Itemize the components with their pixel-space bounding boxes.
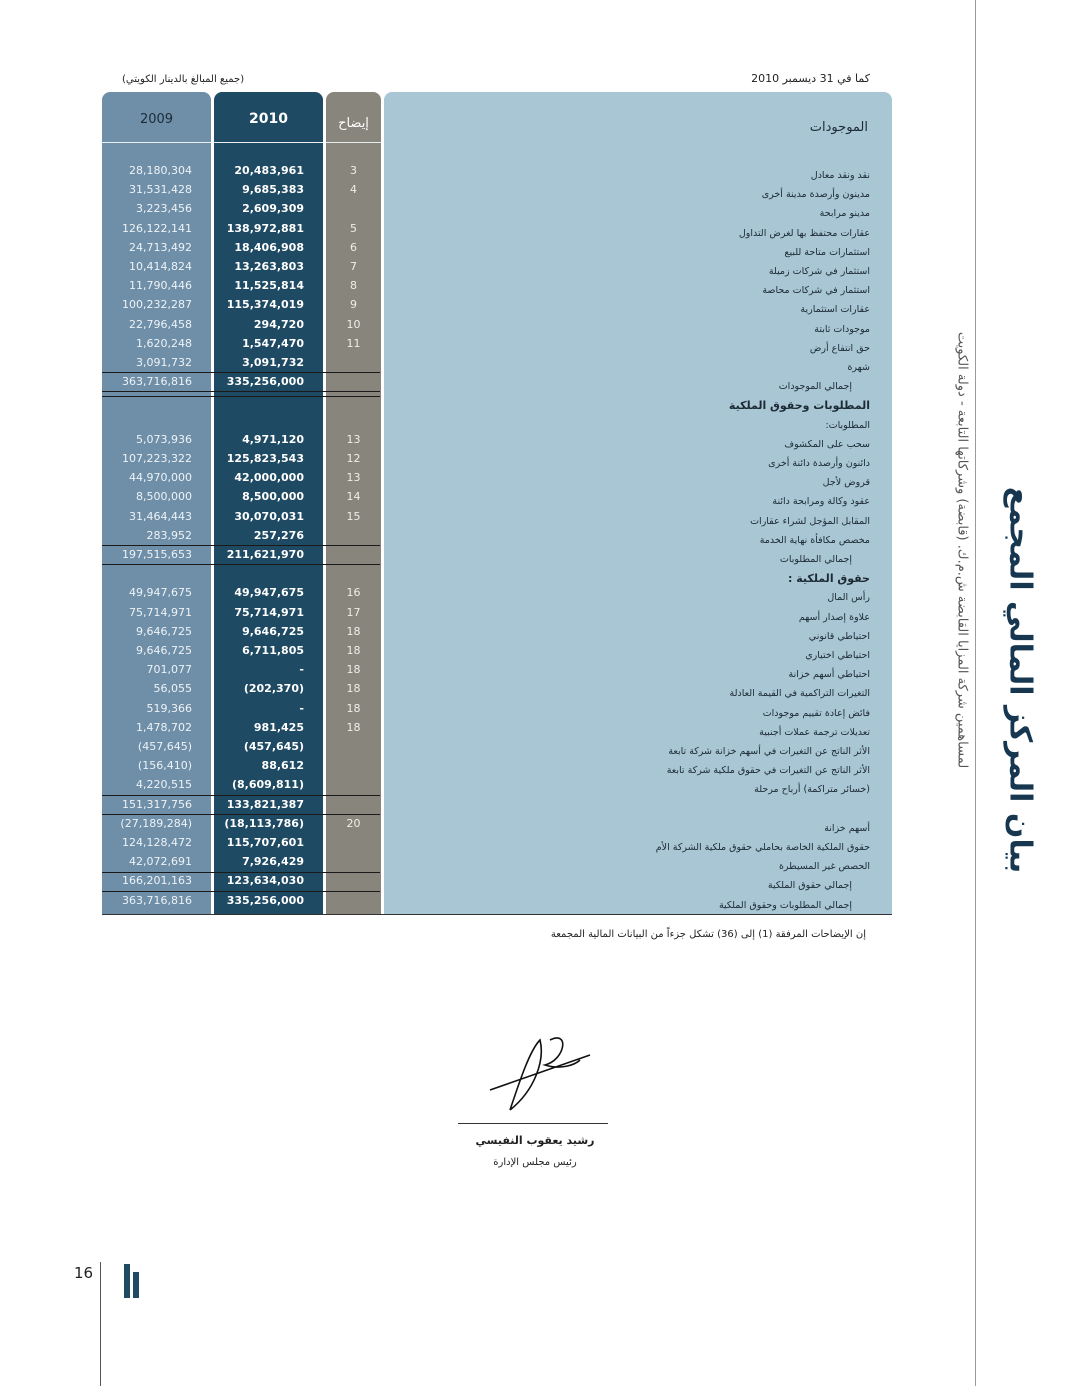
header-divider bbox=[326, 142, 381, 143]
note-ref: 16 bbox=[346, 586, 361, 599]
table-row bbox=[102, 718, 892, 737]
line-item-label: احتياطي أسهم خزانة bbox=[788, 669, 870, 680]
line-item-label: المطلوبات: bbox=[825, 420, 870, 431]
table-row bbox=[102, 699, 892, 718]
note-ref: 17 bbox=[346, 606, 361, 619]
note-ref: 9 bbox=[350, 298, 357, 311]
line-item-label: شهرة bbox=[847, 362, 870, 373]
note-ref: 18 bbox=[346, 625, 361, 638]
value-2009: 363,716,816 bbox=[122, 894, 192, 907]
note-ref: 18 bbox=[346, 682, 361, 695]
value-2009: 100,232,287 bbox=[122, 298, 192, 311]
header-divider bbox=[214, 142, 323, 143]
total-line bbox=[102, 564, 380, 565]
value-2010: 294,720 bbox=[253, 318, 304, 331]
value-2010: (202,370) bbox=[243, 682, 304, 695]
value-2009: 124,128,472 bbox=[122, 836, 192, 849]
value-2009: 75,714,971 bbox=[129, 606, 192, 619]
line-item-label: قروض لأجل bbox=[822, 477, 870, 488]
footnote: إن الإيضاحات المرفقة (1) إلى (36) تشكل جزءاً من البيانات المالية المجمعة bbox=[550, 929, 866, 940]
value-2009: 283,952 bbox=[146, 529, 192, 542]
right-margin-rule bbox=[975, 0, 976, 1386]
table-row bbox=[102, 526, 892, 545]
table-bottom-rule bbox=[102, 914, 892, 915]
table-row bbox=[102, 487, 892, 506]
line-item-label: سحب على المكشوف bbox=[784, 439, 870, 450]
value-2009: 701,077 bbox=[146, 663, 192, 676]
value-2009: 3,091,732 bbox=[136, 356, 192, 369]
value-2010: 981,425 bbox=[253, 721, 304, 734]
units-note: (جميع المبالغ بالدينار الكويتي) bbox=[122, 74, 245, 85]
value-2009: 5,073,936 bbox=[136, 433, 192, 446]
line-item-label: عقارات محتفظ بها لغرض التداول bbox=[738, 228, 870, 239]
header-assets: الموجودات bbox=[809, 120, 868, 135]
value-2010: (457,645) bbox=[243, 740, 304, 753]
table-row bbox=[102, 891, 892, 910]
signature-line bbox=[458, 1123, 608, 1124]
value-2009: 22,796,458 bbox=[129, 318, 192, 331]
value-2009: 11,790,446 bbox=[129, 279, 192, 292]
note-ref: 13 bbox=[346, 471, 361, 484]
table-row bbox=[102, 679, 892, 698]
value-2010: 9,646,725 bbox=[242, 625, 304, 638]
value-2010: 3,091,732 bbox=[242, 356, 304, 369]
table-row bbox=[102, 430, 892, 449]
value-2010: 75,714,971 bbox=[234, 606, 304, 619]
value-2010: (8,609,811) bbox=[232, 778, 304, 791]
value-2010: 9,685,383 bbox=[242, 183, 304, 196]
value-2009: 56,055 bbox=[153, 682, 192, 695]
side-title: بيان المركز المالي المجمع bbox=[1002, 486, 1038, 874]
table-row bbox=[102, 334, 892, 353]
total-line bbox=[102, 391, 380, 392]
value-2010: - bbox=[299, 663, 304, 676]
value-2009: 519,366 bbox=[146, 702, 192, 715]
value-2010: 1,547,470 bbox=[242, 337, 304, 350]
line-item-label: المطلوبات وحقوق الملكية bbox=[728, 399, 870, 412]
header-note: إيضاح bbox=[338, 116, 369, 131]
line-item-label: دائنون وأرصدة دائنة أخرى bbox=[768, 458, 870, 469]
value-2010: 13,263,803 bbox=[234, 260, 304, 273]
header-divider bbox=[102, 142, 211, 143]
table-row bbox=[102, 391, 892, 410]
table-row bbox=[102, 756, 892, 775]
value-2010: 6,711,805 bbox=[242, 644, 304, 657]
value-2010: (18,113,786) bbox=[224, 817, 304, 830]
value-2010: 4,971,120 bbox=[242, 433, 304, 446]
note-ref: 18 bbox=[346, 663, 361, 676]
note-ref: 7 bbox=[350, 260, 357, 273]
line-item-label: فائض إعادة تقييم موجودات bbox=[762, 708, 870, 719]
total-line bbox=[102, 814, 380, 815]
table-row bbox=[102, 545, 892, 564]
table-row bbox=[102, 737, 892, 756]
value-2009: 166,201,163 bbox=[122, 874, 192, 887]
line-item-label: المقابل المؤجل لشراء عقارات bbox=[750, 516, 870, 527]
total-line bbox=[102, 545, 380, 546]
header-2009: 2009 bbox=[139, 112, 174, 127]
value-2010: 335,256,000 bbox=[226, 375, 304, 388]
table-row bbox=[102, 353, 892, 372]
note-ref: 11 bbox=[346, 337, 361, 350]
note-ref: 18 bbox=[346, 644, 361, 657]
table-row bbox=[102, 583, 892, 602]
value-2009: 44,970,000 bbox=[129, 471, 192, 484]
line-item-label: استثمار في شركات زميلة bbox=[768, 266, 870, 277]
line-item-label: إجمالي الموجودات bbox=[778, 381, 852, 392]
line-item-label: حقوق الملكية الخاصة بحاملي حقوق ملكية الشركة الأم bbox=[655, 842, 870, 853]
value-2010: 125,823,543 bbox=[226, 452, 304, 465]
value-2010: 7,926,429 bbox=[242, 855, 304, 868]
table-row bbox=[102, 257, 892, 276]
value-2009: 42,072,691 bbox=[129, 855, 192, 868]
line-item-label: علاوة إصدار أسهم bbox=[798, 612, 870, 623]
line-item-label: رأس المال bbox=[827, 592, 870, 603]
value-2009: 28,180,304 bbox=[129, 164, 192, 177]
header-2010: 2010 bbox=[249, 111, 288, 127]
left-margin-rule bbox=[100, 1262, 101, 1386]
line-item-label: إجمالي المطلوبات bbox=[779, 554, 852, 565]
line-item-label: حق انتفاع أرض bbox=[809, 343, 870, 354]
value-2010: 133,821,387 bbox=[226, 798, 304, 811]
value-2009: 8,500,000 bbox=[136, 490, 192, 503]
value-2010: 30,070,031 bbox=[234, 510, 304, 523]
line-item-label: مدينون وأرصدة مدينة أخرى bbox=[761, 189, 870, 200]
value-2009: 107,223,322 bbox=[122, 452, 192, 465]
line-item-label: أسهم خزانة bbox=[824, 823, 870, 834]
note-ref: 12 bbox=[346, 452, 361, 465]
total-line bbox=[102, 795, 380, 796]
value-2009: 197,515,653 bbox=[122, 548, 192, 561]
table-row bbox=[102, 660, 892, 679]
table-row bbox=[102, 795, 892, 814]
table-row bbox=[102, 871, 892, 890]
table-row bbox=[102, 295, 892, 314]
line-item-label: الأثر الناتج عن التغيرات في حقوق ملكية شركة تابعة bbox=[666, 765, 870, 776]
line-item-label: عقود وكالة ومرابحة دائنة bbox=[772, 496, 870, 507]
value-2009: 1,478,702 bbox=[136, 721, 192, 734]
table-row bbox=[102, 814, 892, 833]
value-2009: 49,947,675 bbox=[129, 586, 192, 599]
value-2009: 151,317,756 bbox=[122, 798, 192, 811]
as-of-date: كما في 31 ديسمبر 2010 bbox=[751, 72, 870, 85]
total-line bbox=[102, 891, 380, 892]
line-item-label: تعديلات ترجمة عملات أجنبية bbox=[759, 727, 870, 738]
note-ref: 6 bbox=[350, 241, 357, 254]
table-row bbox=[102, 775, 892, 794]
line-item-label: إجمالي حقوق الملكية bbox=[767, 880, 852, 891]
line-item-label: إجمالي المطلوبات وحقوق الملكية bbox=[718, 900, 852, 911]
note-ref: 4 bbox=[350, 183, 357, 196]
value-2010: 88,612 bbox=[261, 759, 304, 772]
value-2010: 115,707,601 bbox=[226, 836, 304, 849]
value-2009: 10,414,824 bbox=[129, 260, 192, 273]
line-item-label: احتياطي اختياري bbox=[805, 650, 870, 661]
table-row bbox=[102, 315, 892, 334]
value-2010: 138,972,881 bbox=[226, 222, 304, 235]
total-line bbox=[102, 396, 380, 397]
line-item-label: مخصص مكافأة نهاية الخدمة bbox=[759, 535, 870, 546]
value-2010: 11,525,814 bbox=[234, 279, 304, 292]
value-2010: 8,500,000 bbox=[242, 490, 304, 503]
note-ref: 18 bbox=[346, 702, 361, 715]
value-2009: (156,410) bbox=[137, 759, 192, 772]
value-2009: (27,189,284) bbox=[120, 817, 192, 830]
table-row bbox=[102, 238, 892, 257]
value-2010: 115,374,019 bbox=[226, 298, 304, 311]
value-2009: 24,713,492 bbox=[129, 241, 192, 254]
note-ref: 18 bbox=[346, 721, 361, 734]
signature bbox=[480, 1020, 600, 1120]
table-row bbox=[102, 161, 892, 180]
value-2009: 363,716,816 bbox=[122, 375, 192, 388]
value-2010: 20,483,961 bbox=[234, 164, 304, 177]
line-item-label: احتياطي قانوني bbox=[808, 631, 870, 642]
value-2010: 257,276 bbox=[253, 529, 304, 542]
table-row bbox=[102, 468, 892, 487]
table-row bbox=[102, 603, 892, 622]
table-row bbox=[102, 449, 892, 468]
value-2010: 211,621,970 bbox=[226, 548, 304, 561]
value-2009: 1,620,248 bbox=[136, 337, 192, 350]
line-item-label: حقوق الملكية : bbox=[788, 572, 870, 585]
line-item-label: الحصص غير المسيطرة bbox=[778, 861, 870, 872]
line-item-label: التغيرات التراكمية في القيمة العادلة bbox=[729, 688, 870, 699]
value-2009: 126,122,141 bbox=[122, 222, 192, 235]
note-ref: 10 bbox=[346, 318, 361, 331]
note-ref: 14 bbox=[346, 490, 361, 503]
line-item-label: عقارات استثمارية bbox=[800, 304, 870, 315]
note-ref: 3 bbox=[350, 164, 357, 177]
note-ref: 8 bbox=[350, 279, 357, 292]
value-2010: 42,000,000 bbox=[234, 471, 304, 484]
table-row bbox=[102, 641, 892, 660]
line-item-label: استثمارات متاحة للبيع bbox=[784, 247, 870, 258]
note-ref: 15 bbox=[346, 510, 361, 523]
line-item-label: الأثر الناتج عن التغيرات في أسهم خزانة شركة تابعة bbox=[668, 746, 870, 757]
note-ref: 20 bbox=[346, 817, 361, 830]
value-2009: 3,223,456 bbox=[136, 202, 192, 215]
value-2009: (457,645) bbox=[137, 740, 192, 753]
table-row bbox=[102, 180, 892, 199]
value-2009: 4,220,515 bbox=[136, 778, 192, 791]
signer-name: رشيد يعقوب النفيسي bbox=[475, 1134, 595, 1147]
table-row bbox=[102, 622, 892, 641]
value-2010: 2,609,309 bbox=[242, 202, 304, 215]
line-item-label: استثمار في شركات محاصة bbox=[762, 285, 870, 296]
value-2009: 31,464,443 bbox=[129, 510, 192, 523]
table-row bbox=[102, 833, 892, 852]
total-line bbox=[102, 372, 380, 373]
value-2009: 31,531,428 bbox=[129, 183, 192, 196]
table-row bbox=[102, 852, 892, 871]
table-row bbox=[102, 564, 892, 583]
value-2009: 9,646,725 bbox=[136, 625, 192, 638]
note-ref: 5 bbox=[350, 222, 357, 235]
line-item-label: موجودات ثابتة bbox=[814, 324, 870, 335]
line-item-label: مدينو مرابحة bbox=[819, 208, 870, 219]
value-2010: 335,256,000 bbox=[226, 894, 304, 907]
page-number: 16 bbox=[74, 1264, 94, 1282]
report-logo bbox=[122, 1262, 142, 1302]
value-2010: 123,634,030 bbox=[226, 874, 304, 887]
value-2010: 18,406,908 bbox=[234, 241, 304, 254]
table-row bbox=[102, 199, 892, 218]
signer-title: رئيس مجلس الإدارة bbox=[493, 1157, 577, 1168]
value-2010: - bbox=[299, 702, 304, 715]
side-subtitle: لمساهمين شركة المزايا القابضة ش.م.ك. (قابضة) وشركاتها التابعة - دولة الكويت bbox=[954, 331, 970, 769]
line-item-label: نقد ونقد معادل bbox=[810, 170, 870, 181]
table-row bbox=[102, 276, 892, 295]
table-row bbox=[102, 507, 892, 526]
value-2010: 49,947,675 bbox=[234, 586, 304, 599]
table-row bbox=[102, 411, 892, 430]
note-ref: 13 bbox=[346, 433, 361, 446]
line-item-label: (خسائر متراكمة) أرباح مرحلة bbox=[754, 784, 870, 795]
value-2009: 9,646,725 bbox=[136, 644, 192, 657]
table-row bbox=[102, 219, 892, 238]
table-row bbox=[102, 372, 892, 391]
total-line bbox=[102, 872, 380, 873]
